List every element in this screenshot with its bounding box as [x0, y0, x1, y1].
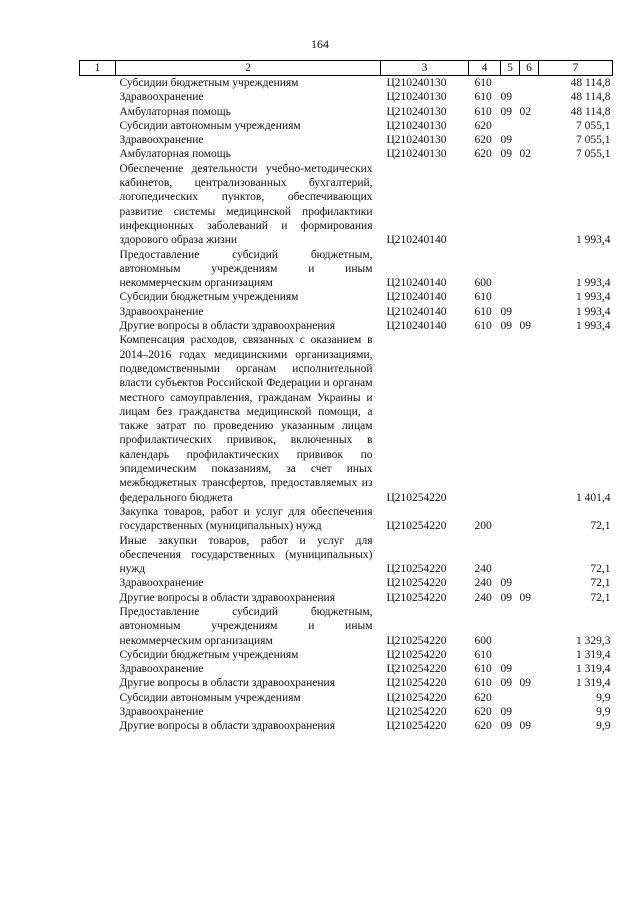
target-code: Ц210254220 — [386, 577, 447, 590]
target-code: Ц210240140 — [386, 320, 447, 333]
item-name: Предоставление субсидий бюджетным, автономным учреждениям и иным некоммерческим организациям — [119, 605, 373, 647]
row-number-cell — [80, 319, 116, 333]
table-row — [80, 248, 613, 291]
expense-type-code: 240 — [474, 563, 492, 576]
subsection-code — [520, 162, 539, 248]
item-name: Субсидии бюджетным учреждениям — [119, 648, 299, 661]
expense-type-code: 610 — [474, 77, 492, 89]
row-number-cell — [80, 662, 116, 676]
section-code — [501, 248, 520, 291]
target-code: Ц210254220 — [386, 663, 447, 676]
row-number-cell — [80, 305, 116, 319]
table-row — [80, 576, 613, 590]
amount-value: 9,9 — [596, 691, 611, 704]
section-code — [501, 290, 520, 304]
budget-table — [79, 60, 613, 734]
target-code: Ц210240140 — [386, 305, 447, 318]
row-number-cell — [80, 605, 116, 648]
table-row — [80, 76, 613, 91]
amount-value: 7 055,1 — [576, 134, 611, 147]
expense-type-code: 610 — [474, 677, 492, 690]
amount-value: 1 329,3 — [576, 634, 611, 647]
amount-value: 1 993,4 — [576, 291, 611, 304]
amount-value: 72,1 — [590, 591, 611, 604]
target-code: Ц210240130 — [386, 134, 447, 147]
item-name: Компенсация расходов, связанных с оказанием в 2014–2016 годах медицинскими организациями, подведомственными органам исполнительной власти субъектов Российской Федерации и органам местного самоуправления, гражданам Украины и лицам без гражданства медицинской помощи, а также затрат по проведению указанным лицам профилактических прививок, включенных в календарь профилактических прививок по эпидемическим показаниям, за счет иных межбюджетных трансфертов, предоставляемых из федерального бюджета — [119, 334, 373, 504]
target-code: Ц210254220 — [386, 591, 447, 604]
amount-value: 48 114,8 — [570, 91, 611, 104]
row-number-cell — [80, 133, 116, 147]
expense-type-code: 620 — [474, 720, 492, 733]
item-name: Закупка товаров, работ и услуг для обеспечения государственных (муниципальных) нужд — [119, 505, 373, 533]
section-code — [501, 648, 520, 662]
row-number-cell — [80, 576, 116, 590]
subsection-code — [520, 90, 539, 104]
subsection-code: 02 — [519, 105, 531, 118]
amount-value: 9,9 — [596, 706, 611, 719]
target-code: Ц210240140 — [386, 291, 447, 304]
item-name: Здравоохранение — [119, 663, 204, 676]
row-number-cell — [80, 333, 116, 505]
expense-type-code: 610 — [474, 648, 492, 661]
header-col-4: 4 — [469, 61, 501, 76]
target-code: Ц210254220 — [386, 563, 447, 576]
expense-type-code: 610 — [474, 305, 492, 318]
table-row — [80, 119, 613, 133]
table-row — [80, 505, 613, 534]
item-name: Здравоохранение — [119, 305, 204, 318]
row-number-cell — [80, 719, 116, 733]
row-number-cell — [80, 76, 116, 91]
expense-type-code: 610 — [474, 320, 492, 333]
subsection-code: 09 — [519, 720, 531, 733]
item-name: Другие вопросы в области здравоохранения — [119, 720, 335, 733]
item-name: Другие вопросы в области здравоохранения — [119, 591, 335, 604]
amount-value: 48 114,8 — [570, 77, 611, 89]
item-name: Субсидии бюджетным учреждениям — [119, 77, 299, 89]
section-code — [501, 605, 520, 648]
row-number-cell — [80, 648, 116, 662]
table-row — [80, 333, 613, 505]
section-code: 09 — [500, 706, 512, 719]
target-code: Ц210240130 — [386, 105, 447, 118]
page-number: 164 — [311, 37, 329, 51]
subsection-code — [520, 705, 539, 719]
amount-value: 72,1 — [590, 563, 611, 576]
table-row — [80, 305, 613, 319]
subsection-code: 09 — [519, 591, 531, 604]
subsection-code: 09 — [519, 320, 531, 333]
subsection-code — [520, 691, 539, 705]
expense-type-code: 620 — [474, 148, 492, 161]
table-row — [80, 691, 613, 705]
expense-type-code: 610 — [474, 663, 492, 676]
table-row — [80, 591, 613, 605]
subsection-code — [520, 648, 539, 662]
item-name: Здравоохранение — [119, 577, 204, 590]
table-row — [80, 162, 613, 248]
target-code: Ц210240140 — [386, 277, 447, 290]
target-code: Ц210254220 — [386, 720, 447, 733]
target-code: Ц210254220 — [386, 634, 447, 647]
subsection-code — [520, 305, 539, 319]
table-row — [80, 648, 613, 662]
expense-type-code: 610 — [474, 91, 492, 104]
subsection-code — [520, 76, 539, 91]
row-number-cell — [80, 90, 116, 104]
subsection-code — [520, 119, 539, 133]
section-code: 09 — [500, 320, 512, 333]
section-code — [501, 76, 520, 91]
section-code: 09 — [500, 148, 512, 161]
expense-type-code: 200 — [474, 520, 492, 533]
subsection-code — [520, 576, 539, 590]
row-number-cell — [80, 676, 116, 690]
amount-value: 7 055,1 — [576, 148, 611, 161]
amount-value: 7 055,1 — [576, 119, 611, 132]
item-name: Предоставление субсидий бюджетным, автономным учреждениям и иным некоммерческим организациям — [119, 248, 373, 290]
target-code: Ц210240130 — [386, 77, 447, 89]
table-row — [80, 719, 613, 733]
table-row — [80, 605, 613, 648]
amount-value: 1 401,4 — [576, 491, 611, 504]
table-row — [80, 290, 613, 304]
header-row — [80, 61, 613, 76]
header-col-6: 6 — [520, 61, 539, 76]
item-name: Субсидии автономным учреждениям — [119, 691, 301, 704]
row-number-cell — [80, 691, 116, 705]
table-row — [80, 319, 613, 333]
table-header — [80, 61, 613, 76]
section-code: 09 — [500, 720, 512, 733]
amount-value: 1 319,4 — [576, 677, 611, 690]
table-row — [80, 534, 613, 577]
section-code: 09 — [500, 91, 512, 104]
row-number-cell — [80, 248, 116, 291]
subsection-code — [520, 662, 539, 676]
expense-type-code: 240 — [474, 577, 492, 590]
row-number-cell — [80, 105, 116, 119]
amount-value: 1 993,4 — [576, 305, 611, 318]
item-name: Обеспечение деятельности учебно-методических кабинетов, централизованных бухгалтерий, логопедических пунктов, обеспечивающих развитие системы медицинской профилактики инфекционных заболеваний и формирования здорового образа жизни — [119, 162, 373, 247]
subsection-code — [520, 605, 539, 648]
target-code: Ц210254220 — [386, 520, 447, 533]
table-row — [80, 662, 613, 676]
header-col-1: 1 — [80, 61, 116, 76]
amount-value: 1 993,4 — [576, 234, 611, 247]
header-col-7: 7 — [539, 61, 613, 76]
amount-value: 48 114,8 — [570, 105, 611, 118]
expense-type-code: 240 — [474, 591, 492, 604]
section-code — [501, 505, 520, 534]
amount-value: 72,1 — [590, 520, 611, 533]
section-code — [501, 691, 520, 705]
table-row — [80, 90, 613, 104]
target-code: Ц210254220 — [386, 677, 447, 690]
amount-value: 1 319,4 — [576, 648, 611, 661]
amount-value: 1 319,4 — [576, 663, 611, 676]
section-code: 09 — [500, 577, 512, 590]
row-number-cell — [80, 290, 116, 304]
row-number-cell — [80, 705, 116, 719]
row-number-cell — [80, 162, 116, 248]
row-number-cell — [80, 119, 116, 133]
item-name: Другие вопросы в области здравоохранения — [119, 320, 335, 333]
subsection-code — [520, 534, 539, 577]
target-code: Ц210254220 — [386, 691, 447, 704]
expense-type-code: 610 — [474, 291, 492, 304]
header-col-3: 3 — [381, 61, 469, 76]
subsection-code: 09 — [519, 677, 531, 690]
item-name: Субсидии автономным учреждениям — [119, 119, 301, 132]
expense-type-code: 600 — [474, 277, 492, 290]
expense-type-code: 600 — [474, 634, 492, 647]
item-name: Здравоохранение — [119, 91, 204, 104]
item-name: Иные закупки товаров, работ и услуг для обеспечения государственных (муниципальных) нужд — [119, 534, 373, 576]
section-code — [501, 119, 520, 133]
row-number-cell — [80, 505, 116, 534]
section-code: 09 — [500, 105, 512, 118]
subsection-code — [520, 333, 539, 505]
header-col-2: 2 — [116, 61, 381, 76]
expense-type-code: 620 — [474, 134, 492, 147]
item-name: Субсидии бюджетным учреждениям — [119, 291, 299, 304]
subsection-code — [520, 505, 539, 534]
target-code: Ц210240130 — [386, 91, 447, 104]
table-body — [80, 76, 613, 734]
subsection-code — [520, 290, 539, 304]
expense-type-code: 620 — [474, 706, 492, 719]
section-code — [501, 333, 520, 505]
section-code: 09 — [500, 305, 512, 318]
target-code: Ц210254220 — [386, 706, 447, 719]
amount-value: 1 993,4 — [576, 320, 611, 333]
amount-value: 9,9 — [596, 720, 611, 733]
item-name: Амбулаторная помощь — [119, 148, 231, 161]
expense-type-code: 610 — [474, 105, 492, 118]
target-code: Ц210240140 — [386, 234, 447, 247]
section-code — [501, 534, 520, 577]
item-name: Другие вопросы в области здравоохранения — [119, 677, 335, 690]
header-col-5: 5 — [501, 61, 520, 76]
section-code: 09 — [500, 663, 512, 676]
subsection-code — [520, 248, 539, 291]
target-code: Ц210254220 — [386, 648, 447, 661]
row-number-cell — [80, 147, 116, 161]
section-code: 09 — [500, 677, 512, 690]
expense-type-code — [469, 162, 501, 248]
amount-value: 1 993,4 — [576, 277, 611, 290]
section-code — [501, 162, 520, 248]
table-row — [80, 676, 613, 690]
expense-type-code: 620 — [474, 691, 492, 704]
target-code: Ц210254220 — [386, 491, 447, 504]
expense-type-code: 620 — [474, 119, 492, 132]
amount-value: 72,1 — [590, 577, 611, 590]
section-code: 09 — [500, 591, 512, 604]
table-row — [80, 705, 613, 719]
item-name: Здравоохранение — [119, 134, 204, 147]
subsection-code — [520, 133, 539, 147]
target-code: Ц210240130 — [386, 148, 447, 161]
item-name: Здравоохранение — [119, 706, 204, 719]
item-name: Амбулаторная помощь — [119, 105, 231, 118]
expense-type-code — [469, 333, 501, 505]
row-number-cell — [80, 591, 116, 605]
subsection-code: 02 — [519, 148, 531, 161]
table-row — [80, 105, 613, 119]
table-row — [80, 147, 613, 161]
table-row — [80, 133, 613, 147]
row-number-cell — [80, 534, 116, 577]
section-code: 09 — [500, 134, 512, 147]
target-code: Ц210240130 — [386, 119, 447, 132]
